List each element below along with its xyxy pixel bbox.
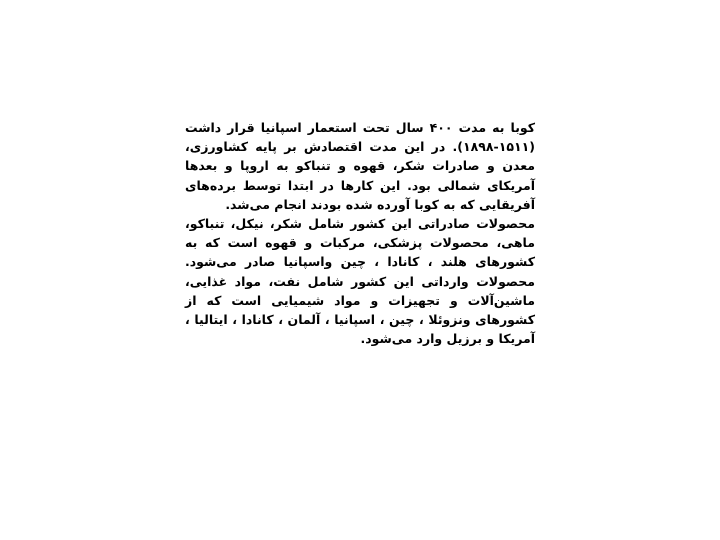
body-text-block (185, 118, 535, 348)
paragraph-history: کوبا به مدت ۴۰۰ سال تحت استعمار اسپانیا قرار داشت (۱۵۱۱-۱۸۹۸). در این مدت اقتصادش بر پایه کشاورزی، معدن و صادرات شکر، قهوه و تنباکو به اروپا و بعدها آمریکای شمالی بود. این کارها در ابتدا توسط برده‌های آفریقایی که به کوبا آورده شده بودند انجام می‌شد. (185, 120, 536, 212)
paragraph-trade: محصولات صادراتی این کشور شامل شکر، نیکل، تنباکو، ماهی، محصولات پزشکی، مرکبات و قهوه است که به کشورهای هلند ، کانادا ، چین واسپانیا صادر می‌شود. محصولات وارداتی این کشور شامل نفت، مواد غذایی، ماشین‌آلات و تجهیزات و مواد شیمیایی است که از کشورهای ونزوئلا ، چین ، اسپانیا ، آلمان ، کانادا ، ایتالیا ، آمریکا و برزیل وارد می‌شود. (185, 216, 535, 347)
